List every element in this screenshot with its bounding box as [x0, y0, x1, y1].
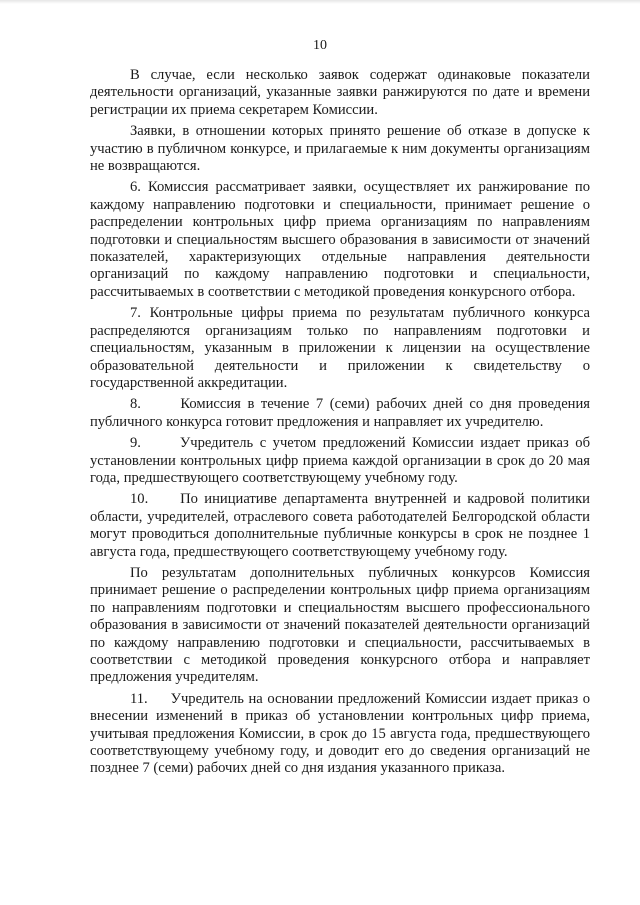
paragraph-ranking-ties: В случае, если несколько заявок содержат одинаковые показатели деятельности организаций, указанные заявки ранжируются по дате и времени регистрации их приема секретарем Комиссии.	[90, 67, 590, 118]
document-body	[90, 67, 590, 782]
paragraph-rejected-applications: Заявки, в отношении которых принято решение об отказе в допуске к участию в публичном конкурсе, и прилагаемые к ним документы организациям не возвращаются.	[90, 123, 590, 175]
paragraph-item-10: 10. По инициативе департамента внутренней и кадровой политики области, учредителей, отраслевого совета работодателей Белгородской области могут проводиться дополнительные публичные конкурсы в срок не позднее 1 августа года, предшествующего соответствующему учебному году.	[90, 491, 590, 560]
paragraph-item-8: 8. Комиссия в течение 7 (семи) рабочих дней со дня проведения публичного конкурса готовит предложения и направляет их учредителю.	[90, 396, 590, 430]
paragraph-item-9: 9. Учредитель с учетом предложений Комиссии издает приказ об установлении контрольных цифр приема каждой организации в срок до 20 мая года, предшествующего соответствующему учебному году.	[90, 435, 590, 486]
page-number: 10	[313, 38, 327, 53]
paragraph-item-7: 7. Контрольные цифры приема по результатам публичного конкурса распределяются организациям только по направлениям подготовки и специальностям, указанным в приложении к лицензии на осуществление образовательной деятельности и приложении к свидетельству о государственной аккредитации.	[90, 305, 590, 391]
paragraph-additional-contests: По результатам дополнительных публичных конкурсов Комиссия принимает решение о распределении контрольных цифр приема организациям по направлениям подготовки и специальностям высшего профессионального образования в зависимости от значений показателей деятельности организаций по каждому направлению подготовки и специальности, рассчитываемых в соответствии с методикой проведения конкурсного отбора и направляет предложения учредителям.	[90, 564, 590, 686]
paragraph-item-11: 11. Учредитель на основании предложений Комиссии издает приказ о внесении изменений в приказ об установлении контрольных цифр приема, учитывая предложения Комиссии, в срок до 15 августа года, предшествующего соответствующему учебному году, и доводит его до сведения организаций не позднее 7 (семи) рабочих дней со дня издания указанного приказа.	[90, 690, 590, 777]
paragraph-item-6: 6. Комиссия рассматривает заявки, осуществляет их ранжирование по каждому направлению подготовки и специальности, принимает решение о распределении контрольных цифр приема организациям по направлениям подготовки и специальностям высшего образования в зависимости от значений показателей, характеризующих отдельные направления деятельности организаций по каждому направлению подготовки и специальности, рассчитываемых в соответствии с методикой проведения конкурсного отбора.	[90, 179, 590, 300]
scan-edge	[0, 0, 640, 4]
